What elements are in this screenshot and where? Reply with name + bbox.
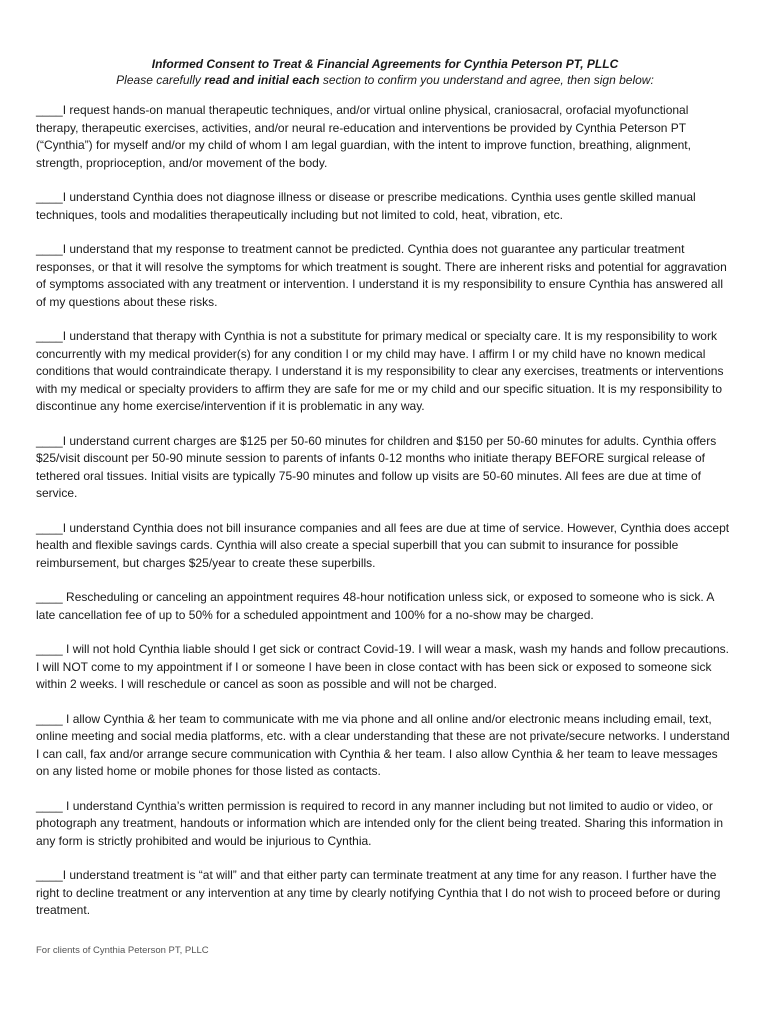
subtitle-post: section to confirm you understand and agree, then sign below:	[319, 73, 654, 87]
initial-blank[interactable]: ____	[36, 103, 63, 117]
clause-treatment-request	[36, 102, 734, 172]
clause-cancellation	[36, 589, 734, 624]
page-footer: For clients of Cynthia Peterson PT, PLLC	[36, 945, 209, 956]
initial-blank[interactable]: ____	[36, 329, 63, 343]
initial-blank[interactable]: ____	[36, 190, 63, 204]
clause-recording	[36, 798, 734, 851]
clause-response-unpredictable	[36, 241, 734, 311]
clause-text: I understand that my response to treatment cannot be predicted. Cynthia does not guarantee any particular treatment responses, or that it will resolve the symptoms for which treatment is sought. There are inherent risks and potential for aggravation of symptoms associated with any treatment or intervention. I understand it is my responsibility to ensure Cynthia has answered all of my questions about these risks.	[36, 242, 727, 309]
clause-communication	[36, 711, 734, 781]
subtitle-pre: Please carefully	[116, 73, 205, 87]
clause-text: I understand treatment is “at will” and that either party can terminate treatment at any time for any reason. I further have the right to decline treatment or any intervention at any time by clearly notifying Cynthia that I do not wish to proceed before or during treatment.	[36, 868, 721, 917]
initial-blank[interactable]: ____	[36, 868, 63, 882]
initial-blank[interactable]: ____	[36, 242, 63, 256]
clause-no-diagnosis	[36, 189, 734, 224]
initial-blank[interactable]: ____	[36, 798, 63, 813]
initial-blank[interactable]: ____	[36, 433, 63, 448]
clause-charges	[36, 433, 734, 503]
clause-text: I allow Cynthia & her team to communicate with me via phone and all online and/or electronic means including email, text, online meeting and social media platforms, etc. with a clear understanding that these are not private/secure networks. I understand I can call, fax and/or arrange secure communication with Cynthia & her team. I also allow Cynthia & her team to leave messages on any listed home or mobile phones for those listed as contacts.	[36, 711, 730, 778]
clause-at-will	[36, 867, 734, 920]
clause-text: I understand Cynthia does not diagnose illness or disease or prescribe medications. Cynthia uses gentle skilled manual techniques, tools and modalities therapeutically including but not limited to cold, heat, vibration, etc.	[36, 190, 696, 222]
initial-blank[interactable]: ____	[36, 590, 63, 604]
clause-text: Rescheduling or canceling an appointment requires 48-hour notification unless sick, or exposed to someone who is sick. A late cancellation fee of up to 50% for a scheduled appointment and 100% for a no-show may be charged.	[36, 590, 714, 622]
document-title: Informed Consent to Treat & Financial Agreements for Cynthia Peterson PT, PLLC	[151, 57, 619, 71]
clause-text: I understand Cynthia does not bill insurance companies and all fees are due at time of service. However, Cynthia does accept health and flexible savings cards. Cynthia will also create a special superbill that you can submit to insurance for possible reimbursement, but charges $25/year to create these superbills.	[36, 520, 730, 570]
clause-text: I understand that therapy with Cynthia is not a substitute for primary medical or specialty care. It is my responsibility to work concurrently with my medical provider(s) for any condition I or my child may have. I affirm I or my child have no known medical conditions that would contraindicate therapy. I understand it is my responsibility to clear any exercises, treatments or interventions with my medical or specialty providers to affirm they are safe for me or my child and our specific situation. It is my responsibility to discontinue any home exercise/intervention if it is problematic in any way.	[36, 329, 724, 413]
clause-text: I request hands-on manual therapeutic techniques, and/or virtual online physical, craniosacral, orofacial myofunctional therapy, therapeutic exercises, activities, and/or neural re-education and interventions be provided by Cynthia Peterson PT (“Cynthia”) for myself and/or my child of whom I am legal guardian, with the intent to improve function, breathing, alignment, strength, proprioception, and/or movement of the body.	[36, 103, 691, 170]
clause-text: I will not hold Cynthia liable should I get sick or contract Covid-19. I will wear a mask, wash my hands and follow precautions. I will NOT come to my appointment if I or someone I have been in close contact with has been sick or exposed to someone sick within 2 weeks. I will reschedule or cancel as soon as possible and will not be charged.	[36, 642, 730, 691]
initial-blank[interactable]: ____	[36, 642, 63, 656]
document-subtitle	[36, 72, 734, 88]
clause-text: I understand Cynthia’s written permission is required to record in any manner including but not limited to audio or video, or photograph any treatment, handouts or information which are intended only for the client being treated. Sharing this information in any form is strictly prohibited and would be injurious to Cynthia.	[36, 798, 724, 848]
clause-not-substitute-care	[36, 328, 734, 416]
initial-blank[interactable]: ____	[36, 520, 63, 535]
initial-blank[interactable]: ____	[36, 711, 63, 726]
subtitle-emphasis: read and initial each	[204, 73, 320, 87]
clause-insurance	[36, 520, 734, 573]
clause-text: I understand current charges are $125 per 50-60 minutes for children and $150 per 50-60 minutes for adults. Cynthia offers $25/visit discount per 50-90 minute session to parents of infants 0-12 months who initiate therapy BEFORE surgical release of tethered oral tissues. Initial visits are typically 75-90 minutes and follow up visits are 50-60 minutes. All fees are due at time of service.	[36, 433, 717, 500]
clause-covid	[36, 641, 734, 694]
